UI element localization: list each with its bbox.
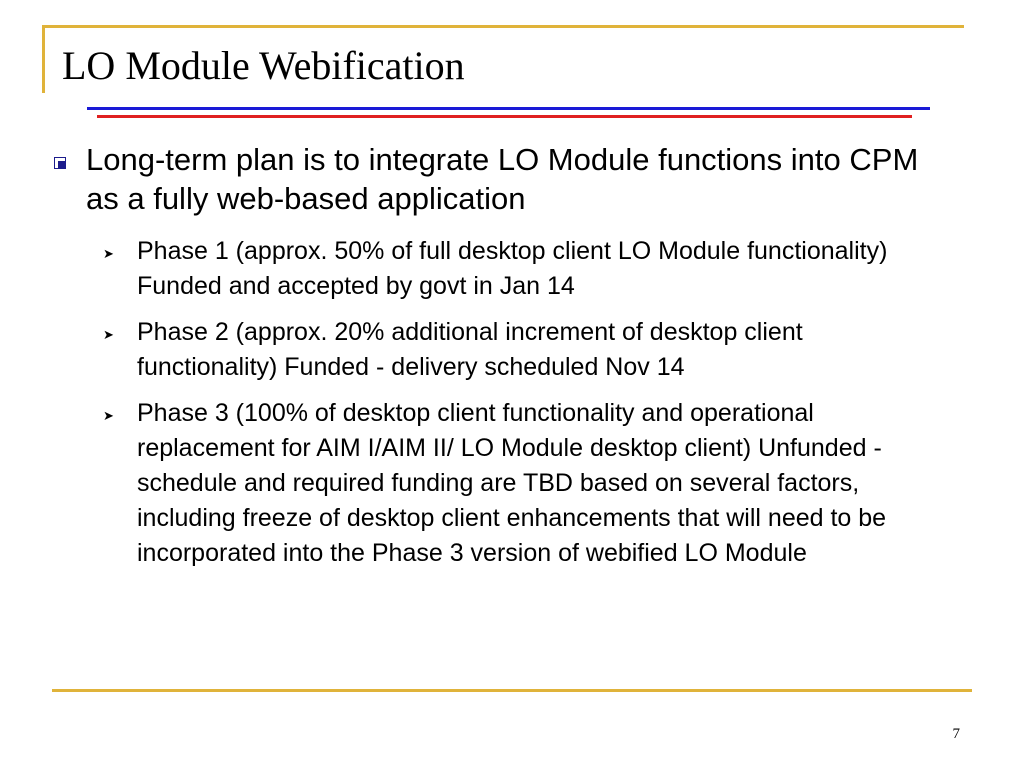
page-number: 7 (952, 726, 960, 742)
arrowhead-bullet-icon: ➤ (103, 328, 114, 343)
arrowhead-bullet-icon: ➤ (103, 409, 114, 424)
title-rule-red (97, 115, 912, 118)
sub-bullet-phase-3: Phase 3 (100% of desktop client functionality and operational replacement for AIM I/AIM II/ LO Module desktop client) Unfunded - schedule and required funding are TBD based on several factors, including freeze of desktop client enhancements that will need to be incorporated into the Phase 3 version of webified LO Module (137, 399, 887, 567)
square-bullet-icon (54, 157, 66, 169)
sub-bullet-phase-1: Phase 1 (approx. 50% of full desktop client LO Module functionality) Funded and accepted by govt in Jan 14 (137, 237, 888, 300)
frame-left-line (42, 25, 45, 93)
title-rule-blue (87, 107, 930, 110)
sub-bullet-phase-2: Phase 2 (approx. 20% additional increment of desktop client functionality) Funded - delivery scheduled Nov 14 (137, 318, 803, 381)
frame-bottom-line (52, 689, 972, 692)
frame-top-line (42, 25, 964, 28)
slide-title: LO Module Webification (62, 43, 465, 88)
arrowhead-bullet-icon: ➤ (103, 247, 114, 262)
bullet-level1: Long-term plan is to integrate LO Module functions into CPM as a fully web-based application (86, 142, 919, 216)
